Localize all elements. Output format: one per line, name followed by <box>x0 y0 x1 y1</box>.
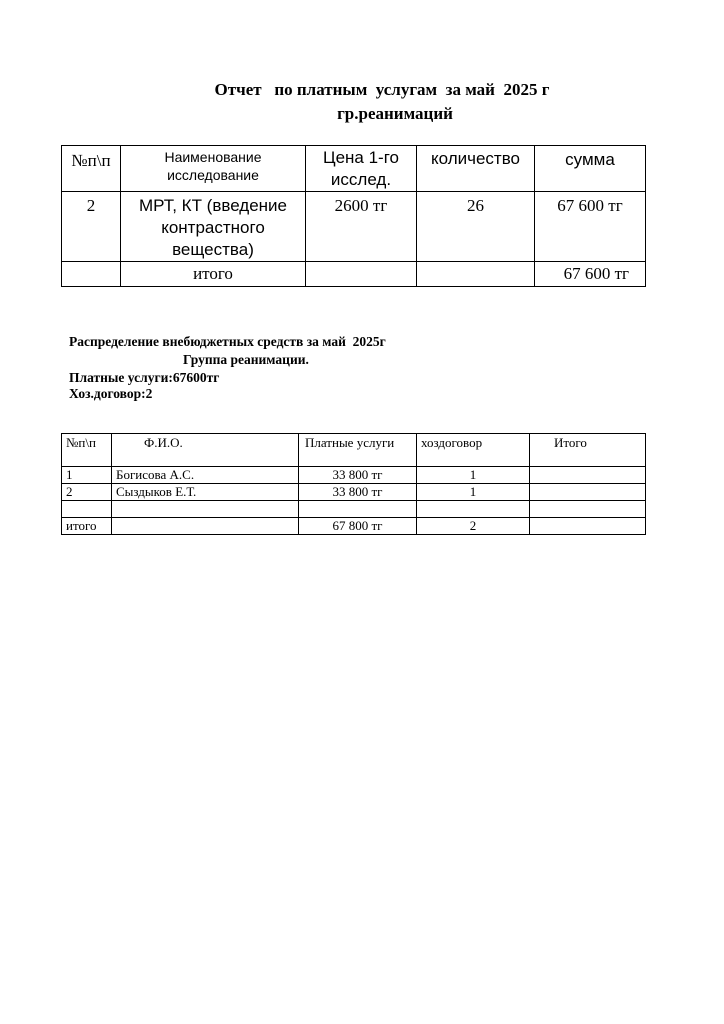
paid-services-total: Платные услуги:67600тг <box>69 370 220 385</box>
row-total <box>530 467 646 484</box>
row-price: 2600 тг <box>306 192 417 262</box>
row-paid: 33 800 тг <box>299 484 417 501</box>
distribution-group: Группа реанимации. <box>183 352 309 367</box>
header-total: Итого <box>530 434 646 467</box>
row-name: МРТ, КТ (введение контрастного вещества) <box>121 192 306 262</box>
total-contract: 2 <box>417 518 530 535</box>
contract-total: Хоз.договор:2 <box>69 386 153 401</box>
row-number: 2 <box>62 484 112 501</box>
header-contract: хоздоговор <box>417 434 530 467</box>
header-quantity: количество <box>417 146 535 192</box>
table-header-row <box>62 434 646 467</box>
distribution-heading: Распределение внебюджетных средств за май 2025г <box>69 334 386 349</box>
table-total-row <box>62 518 646 535</box>
table-row <box>62 501 646 518</box>
table-row <box>62 484 646 501</box>
report-title: Отчет по платным услугам за май 2025 г <box>214 80 550 99</box>
table-row <box>62 192 646 262</box>
table-row <box>62 467 646 484</box>
row-number <box>62 501 112 518</box>
row-paid: 33 800 тг <box>299 467 417 484</box>
row-fio: Богисова А.С. <box>112 467 299 484</box>
table-header-row <box>62 146 646 192</box>
row-contract: 1 <box>417 467 530 484</box>
report-subtitle: гр.реанимаций <box>337 104 453 123</box>
row-quantity: 26 <box>417 192 535 262</box>
header-number: №п\п <box>62 146 121 192</box>
row-number: 2 <box>62 192 121 262</box>
row-paid <box>299 501 417 518</box>
row-total <box>530 501 646 518</box>
header-name: Наименование исследование <box>121 146 306 192</box>
header-sum: сумма <box>535 146 646 192</box>
total-sum: 67 600 тг <box>535 262 646 287</box>
row-contract: 1 <box>417 484 530 501</box>
header-paid: Платные услуги <box>299 434 417 467</box>
row-total <box>530 484 646 501</box>
table-total-row <box>62 262 646 287</box>
row-number: 1 <box>62 467 112 484</box>
services-table <box>61 145 646 287</box>
total-label: итого <box>121 262 306 287</box>
header-price: Цена 1-го исслед. <box>306 146 417 192</box>
header-fio: Ф.И.О. <box>112 434 299 467</box>
row-sum: 67 600 тг <box>535 192 646 262</box>
total-label: итого <box>62 518 112 535</box>
row-contract <box>417 501 530 518</box>
total-paid: 67 800 тг <box>299 518 417 535</box>
row-fio <box>112 501 299 518</box>
header-number: №п\п <box>62 434 112 467</box>
distribution-table <box>61 433 646 535</box>
row-fio: Сыздыков Е.Т. <box>112 484 299 501</box>
